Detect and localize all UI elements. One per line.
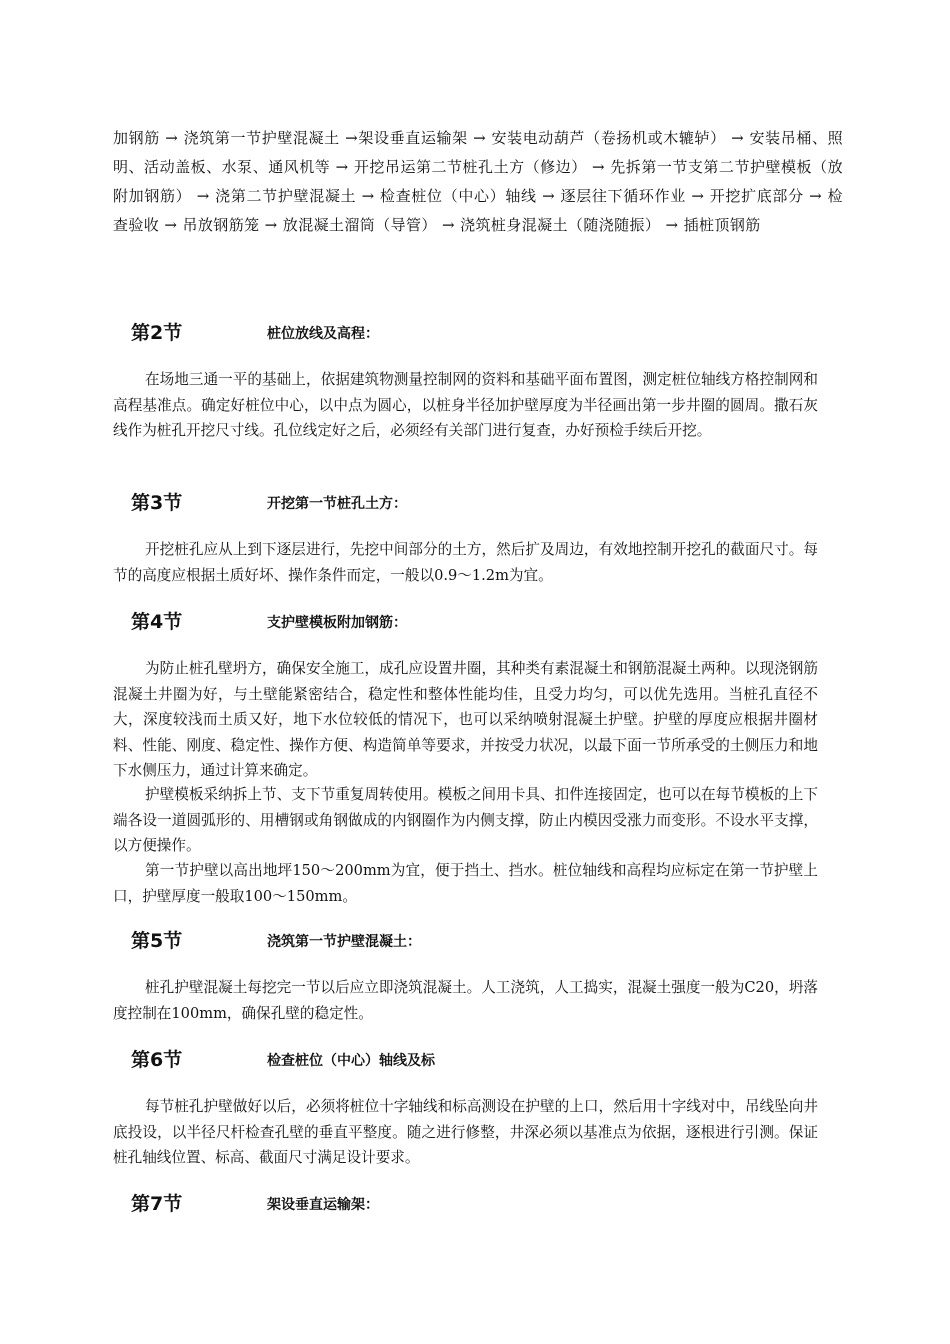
section-number: 第6节 bbox=[131, 1049, 183, 1071]
section-number: 第3节 bbox=[131, 492, 183, 514]
section-paragraph: 开挖桩孔应从上到下逐层进行，先挖中间部分的土方，然后扩及周边，有效地控制开挖孔的截面尺寸。每节的高度应根据土质好坏、操作条件而定，一般以0.9～1.2m为宜。 bbox=[113, 541, 818, 584]
section-title: 浇筑第一节护壁混凝土： bbox=[267, 934, 421, 950]
section-title: 支护壁模板附加钢筋： bbox=[267, 615, 407, 631]
section-paragraph: 护壁模板采纳拆上节、支下节重复周转使用。模板之间用卡具、扣件连接固定，也可以在每节模板的上下端各设一道圆弧形的、用槽钢或角钢做成的内钢圈作为内侧支撑，防止内模因受涨力而变形。不设水平支撑，以方便操作。 bbox=[113, 786, 818, 854]
section-number: 第5节 bbox=[131, 930, 183, 952]
section-title: 检查桩位（中心）轴线及标 bbox=[267, 1053, 435, 1069]
section-paragraph: 为防止桩孔壁坍方，确保安全施工，成孔应设置井圈，其种类有素混凝土和钢筋混凝土两种。以现浇钢筋混凝土井圈为好，与土壁能紧密结合，稳定性和整体性能均佳，且受力均匀，可以优先选用。当桩孔直径不大，深度较浅而土质又好，地下水位较低的情况下，也可以采纳喷射混凝土护壁。护壁的厚度应根据井圈材料、性能、刚度、稳定性、操作方便、构造简单等要求，并按受力状况，以最下面一节所承受的土侧压力和地下水侧压力，通过计算来确定。 bbox=[113, 660, 818, 779]
section-number: 第7节 bbox=[131, 1193, 183, 1215]
section-title: 开挖第一节桩孔土方： bbox=[267, 496, 407, 512]
section-paragraph: 第一节护壁以高出地坪150～200mm为宜，便于挡土、挡水。桩位轴线和高程均应标定在第一节护壁上口，护壁厚度一般取100～150mm。 bbox=[113, 862, 818, 905]
section-number: 第2节 bbox=[131, 322, 183, 344]
process-flow-text: 加钢筋 → 浇筑第一节护壁混凝土 →架设垂直运输架 → 安装电动葫芦（卷扬机或木辘轳） → 安装吊桶、照明、活动盖板、水泵、通风机等 → 开挖吊运第二节桩孔土方（修边） → 先拆第一节支第二节护壁模板（放附加钢筋） → 浇第二节护壁混凝土 → 检查桩位（中心）轴线 → 逐层往下循环作业 → 开挖扩底部分 → 检查验收 → 吊放钢筋笼 → 放混凝土溜筒（导管） → 浇筑桩身混凝土（随浇随振） → 插桩顶钢筋 bbox=[113, 129, 843, 234]
section-paragraph: 在场地三通一平的基础上，依据建筑物测量控制网的资料和基础平面布置图，测定桩位轴线方格控制网和高程基准点。确定好桩位中心，以中点为圆心，以桩身半径加护壁厚度为半径画出第一步井圈的圆周。撒石灰线作为桩孔开挖尺寸线。孔位线定好之后，必须经有关部门进行复查，办好预检手续后开挖。 bbox=[113, 371, 818, 439]
section-title: 桩位放线及高程： bbox=[267, 326, 379, 342]
section-paragraph: 桩孔护壁混凝土每挖完一节以后应立即浇筑混凝土。人工浇筑，人工捣实，混凝土强度一般为C20，坍落度控制在100mm，确保孔壁的稳定性。 bbox=[113, 979, 818, 1022]
section-title: 架设垂直运输架： bbox=[267, 1197, 379, 1213]
section-paragraph: 每节桩孔护壁做好以后，必须将桩位十字轴线和标高测设在护壁的上口，然后用十字线对中，吊线坠向井底投设，以半径尺杆检查孔壁的垂直平整度。随之进行修整，井深必须以基准点为依据，逐根进行引测。保证桩孔轴线位置、标高、截面尺寸满足设计要求。 bbox=[113, 1098, 818, 1166]
section-number: 第4节 bbox=[131, 611, 183, 633]
